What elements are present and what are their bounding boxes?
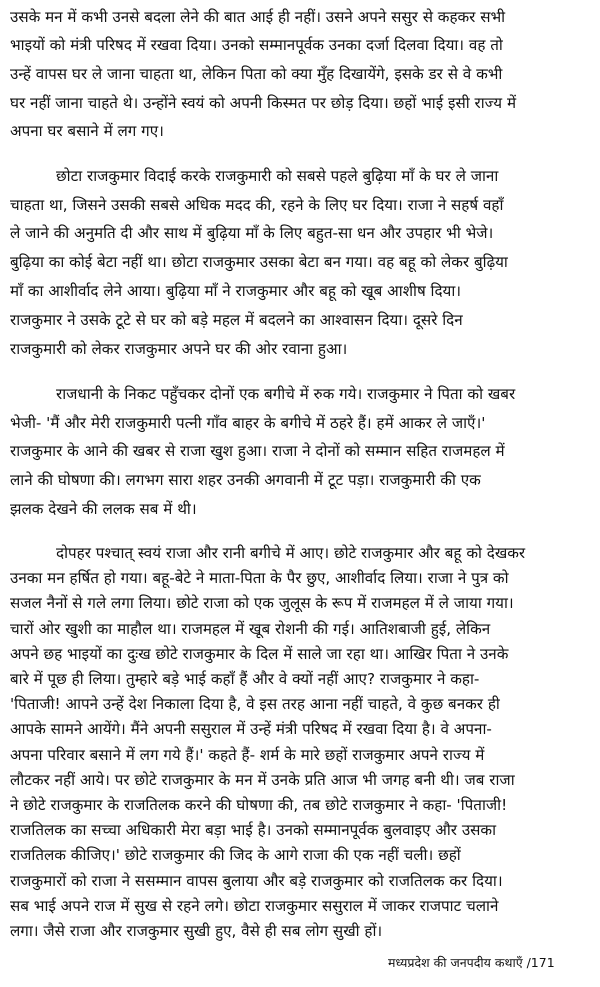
text-line: उन्हें वापस घर ले जाना चाहता था, लेकिन पिता को क्या मुँह दिखायेंगे, इसके डर से वे कभी <box>10 65 503 83</box>
text-line: चारों ओर खुशी का माहौल था। राजमहल में खूब रोशनी की गई। आतिशबाजी हुई, लेकिन <box>10 620 491 638</box>
text-line: अपना परिवार बसाने में लग गये हैं।' कहते हैं- शर्म के मारे छहों राजकुमार अपने राज्य में <box>10 746 485 764</box>
text-line: चाहता था, जिसने उसकी सबसे अधिक मदद की, रहने के लिए घर दिया। राजा ने सहर्ष वहाँ <box>10 196 504 214</box>
text-line: ले जाने की अनुमति दी और साथ में बुढ़िया माँ के लिए बहुत-सा धन और उपहार भी भेजे। <box>10 224 494 242</box>
text-line: अपना घर बसाने में लग गए। <box>10 122 164 140</box>
text-line: दोपहर पश्चात् स्वयं राजा और रानी बगीचे में आए। छोटे राजकुमार और बहू को देखकर <box>56 544 526 562</box>
text-line: राजतिलक कीजिए।' छोटे राजकुमार की जिद के आगे राजा की एक नहीं चली। छहों <box>10 846 461 864</box>
text-line: लगा। जैसे राजा और राजकुमार सुखी हुए, वैसे ही सब लोग सुखी हों। <box>10 922 383 940</box>
text-line: बारे में पूछ ही लिया। तुम्हारे बड़े भाई कहाँ हैं और वे क्यों नहीं आए? राजकुमार ने कहा- <box>10 670 480 688</box>
text-line: राजकुमार के आने की खबर से राजा खुश हुआ। राजा ने दोनों को सम्मान सहित राजमहल में <box>10 442 505 460</box>
page-footer: मध्यप्रदेश की जनपदीय कथाएँ /171 <box>388 955 555 970</box>
text-line: उसके मन में कभी उनसे बदला लेने की बात आई ही नहीं। उसने अपने ससुर से कहकर सभी <box>10 8 506 26</box>
text-line: माँ का आशीर्वाद लेने आया। बुढ़िया माँ ने राजकुमार और बहू को खूब आशीष दिया। <box>10 282 462 300</box>
text-line: राजधानी के निकट पहुँचकर दोनों एक बगीचे में रुक गये। राजकुमार ने पिता को खबर <box>56 385 516 403</box>
text-line: राजकुमार ने उसके टूटे से घर को बड़े महल में बदलने का आश्वासन दिया। दूसरे दिन <box>10 311 463 329</box>
text-line: भाइयों को मंत्री परिषद में रखवा दिया। उनको सम्मानपूर्वक उनका दर्जा दिलवा दिया। वह तो <box>10 36 503 54</box>
text-line: बुढ़िया का कोई बेटा नहीं था। छोटा राजकुमार उसका बेटा बन गया। वह बहू को लेकर बुढ़िया <box>10 253 508 271</box>
text-line: 'पिताजी! आपने उन्हें देश निकाला दिया है, वे इस तरह आना नहीं चाहते, वे कुछ बनकर ही <box>10 695 500 713</box>
text-line: राजकुमारी को लेकर राजकुमार अपने घर की ओर रवाना हुआ। <box>10 340 348 358</box>
text-line: झलक देखने की ललक सब में थी। <box>10 500 197 518</box>
text-line: उनका मन हर्षित हो गया। बहू-बेटे ने माता-पिता के पैर छुए, आशीर्वाद लिया। राजा ने पुत्र को <box>10 569 509 587</box>
text-line: आपके सामने आयेंगे। मैंने अपनी ससुराल में उन्हें मंत्री परिषद में रखवा दिया है। वे अपना- <box>10 720 492 738</box>
text-line: राजतिलक का सच्चा अधिकारी मेरा बड़ा भाई है। उनको सम्मानपूर्वक बुलवाइए और उसका <box>10 821 497 839</box>
text-line: लाने की घोषणा की। लगभग सारा शहर उनकी अगवानी में टूट पड़ा। राजकुमारी की एक <box>10 471 481 489</box>
text-line: ने छोटे राजकुमार के राजतिलक करने की घोषणा की, तब छोटे राजकुमार ने कहा- 'पिताजी! <box>10 796 508 814</box>
text-line: लौटकर नहीं आये। पर छोटे राजकुमार के मन में उनके प्रति आज भी जगह बनी थी। जब राजा <box>10 771 515 789</box>
text-line: सजल नैनों से गले लगा लिया। छोटे राजा को एक जुलूस के रूप में राजमहल में ले जाया गया। <box>10 594 514 612</box>
text-line: सब भाई अपने राज में सुख से रहने लगे। छोटा राजकुमार ससुराल में जाकर राजपाट चलाने <box>10 897 499 915</box>
text-line: छोटा राजकुमार विदाई करके राजकुमारी को सबसे पहले बुढ़िया माँ के घर ले जाना <box>56 167 499 185</box>
text-line: अपने छह भाइयों का दुःख छोटे राजकुमार के दिल में साले जा रहा था। आखिर पिता ने उनके <box>10 645 509 663</box>
text-line: राजकुमारों को राजा ने ससम्मान वापस बुलाया और बड़े राजकुमार को राजतिलक कर दिया। <box>10 872 503 890</box>
text-line: भेजी- 'मैं और मेरी राजकुमारी पत्नी गाँव बाहर के बगीचे में ठहरे हैं। हमें आकर ले जाएँ।' <box>10 414 486 432</box>
text-line: घर नहीं जाना चाहते थे। उन्होंने स्वयं को अपनी किस्मत पर छोड़ दिया। छहों भाई इसी राज्य में <box>10 94 517 112</box>
